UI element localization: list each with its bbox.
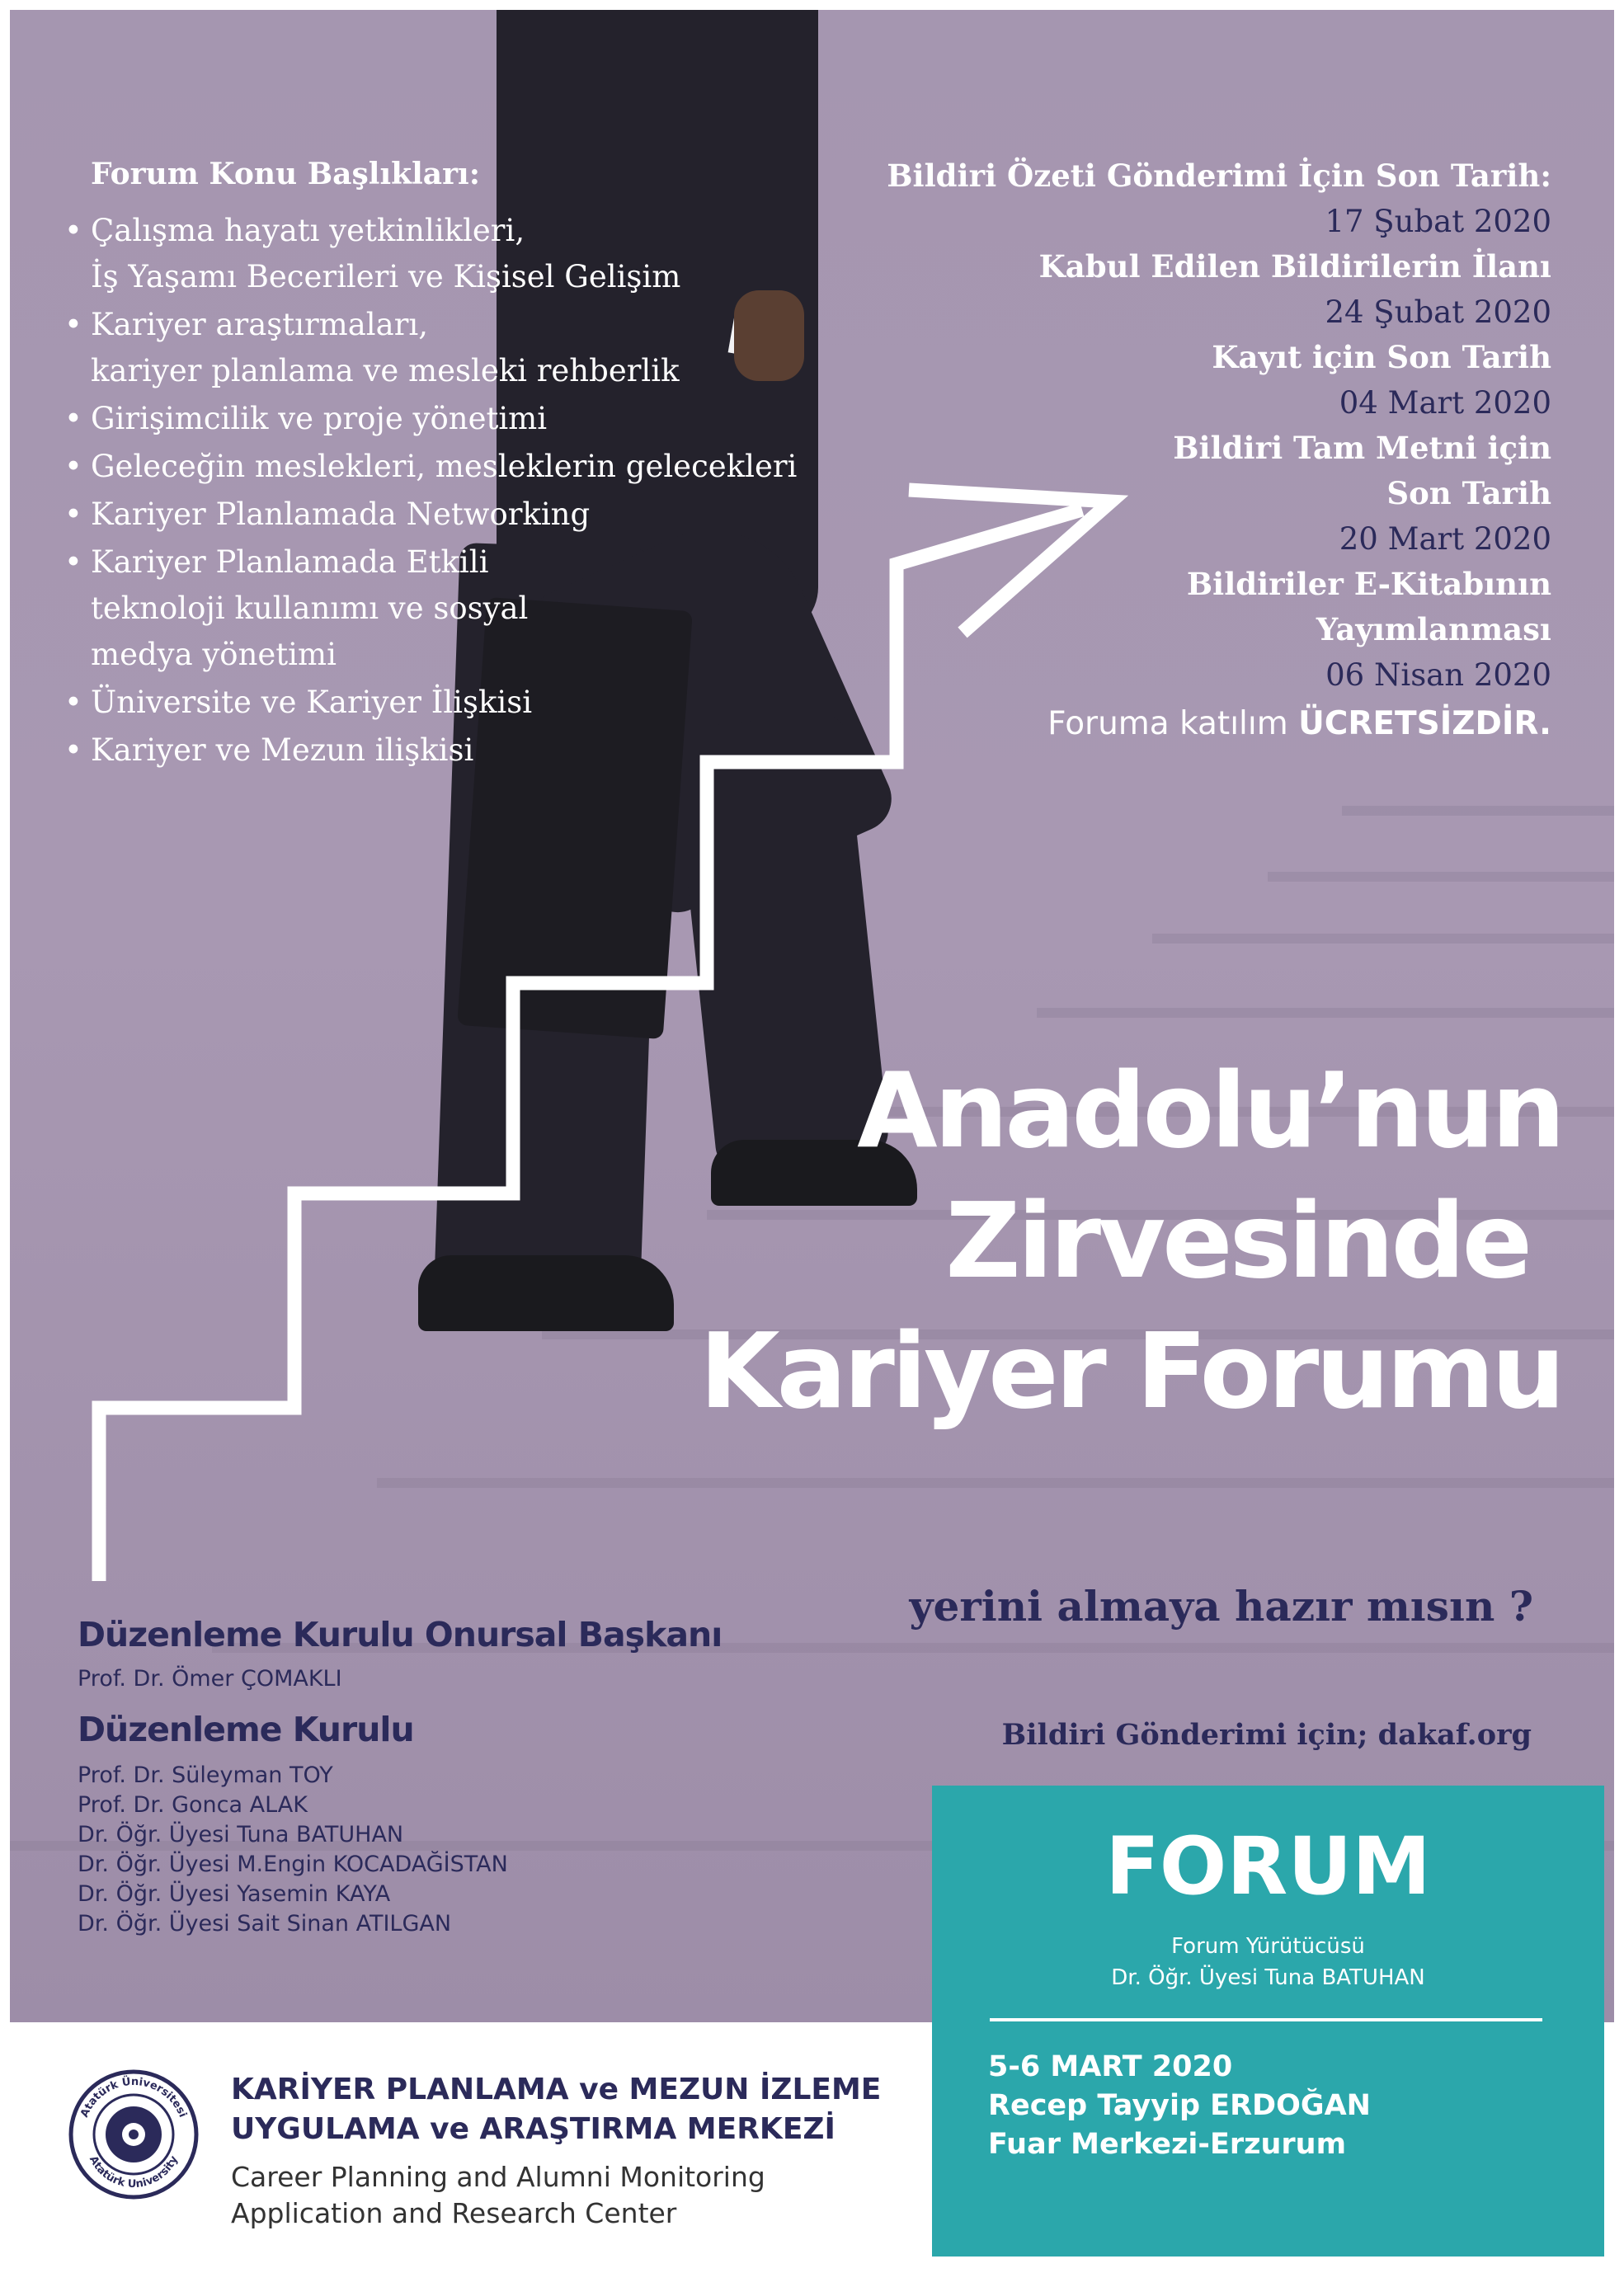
headline-line: Zirvesinde (945, 1180, 1530, 1301)
topics-list (64, 208, 889, 775)
center-name-english-line: Application and Research Center (231, 2197, 677, 2229)
event-venue: Recep Tayyip ERDOĞAN (988, 2089, 1371, 2122)
topic-item: • Kariyer Planlamada Networking (64, 492, 889, 538)
honorary-chair-name: Prof. Dr. Ömer ÇOMAKLI (78, 1666, 342, 1692)
center-name-english-line: Career Planning and Alumni Monitoring (231, 2161, 765, 2193)
forum-title: FORUM (1105, 1820, 1431, 1913)
committee-member: Dr. Öğr. Üyesi M.Engin KOCADAĞİSTAN (78, 1852, 508, 1877)
registration-title: Kayıt için Son Tarih (1212, 339, 1551, 375)
forum-info-box (932, 1786, 1604, 2257)
committee-member: Prof. Dr. Gonca ALAK (78, 1792, 308, 1818)
seal-top-text: Atatürk Üniversitesi (78, 2075, 189, 2120)
divider (990, 2018, 1542, 2021)
headline-line: Kariyer Forumu (699, 1311, 1562, 1432)
topics-title: Forum Konu Başlıkları: (91, 157, 481, 191)
headline-line: Anadolu’nun (857, 1050, 1562, 1171)
ebook-title: Bildiriler E-Kitabının (1186, 566, 1551, 602)
important-dates (809, 153, 1551, 746)
submission-link[interactable]: Bildiri Gönderimi için; dakaf.org (1001, 1718, 1532, 1752)
honorary-chair-title: Düzenleme Kurulu Onursal Başkanı (78, 1615, 723, 1654)
event-venue: Fuar Merkezi-Erzurum (988, 2128, 1347, 2161)
center-name (231, 2070, 881, 2149)
committee-members (78, 1761, 737, 1939)
event-date: 5-6 MART 2020 (988, 2050, 1233, 2083)
topic-item: • Üniversite ve Kariyer İlişkisi (64, 680, 889, 726)
accepted-date: 24 Şubat 2020 (1325, 294, 1551, 330)
fulltext-title: Son Tarih (1386, 475, 1551, 511)
tagline: yerini almaya hazır mısın ? (909, 1582, 1533, 1631)
topic-item: • Geleceğin meslekleri, mesleklerin gelecekleri (64, 444, 889, 490)
fulltext-title: Bildiri Tam Metni için (1173, 430, 1551, 466)
committee-member: Dr. Öğr. Üyesi Tuna BATUHAN (78, 1822, 404, 1847)
abstract-deadline-date: 17 Şubat 2020 (1325, 204, 1551, 239)
free-participation: Foruma katılım ÜCRETSİZDİR. (1047, 705, 1551, 742)
topic-item: • Kariyer araştırmaları, kariyer planlama ve mesleki rehberlik (64, 302, 889, 394)
headline (699, 1046, 1562, 1437)
committee-member: Prof. Dr. Süleyman TOY (78, 1762, 333, 1788)
university-seal-icon (68, 2068, 200, 2200)
center-name-line: KARİYER PLANLAMA ve MEZUN İZLEME (231, 2073, 882, 2106)
abstract-deadline-title: Bildiri Özeti Gönderimi İçin Son Tarih: (887, 158, 1551, 194)
fulltext-date: 20 Mart 2020 (1339, 521, 1551, 557)
topic-item: • Kariyer Planlamada Etkili teknoloji kullanımı ve sosyal medya yönetimi (64, 539, 889, 678)
ebook-title: Yayımlanması (1316, 611, 1551, 647)
forum-executive-label: Forum Yürütücüsü (1171, 1934, 1365, 1959)
center-name-line: UYGULAMA ve ARAŞTIRMA MERKEZİ (231, 2112, 836, 2146)
organizing-committee (78, 1615, 737, 1939)
accepted-title: Kabul Edilen Bildirilerin İlanı (1038, 248, 1551, 285)
committee-member: Dr. Öğr. Üyesi Yasemin KAYA (78, 1881, 391, 1907)
seal-bottom-text: Atatürk University (86, 2153, 181, 2191)
topic-item: • Girişimcilik ve proje yönetimi (64, 396, 889, 442)
committee-member: Dr. Öğr. Üyesi Sait Sinan ATILGAN (78, 1911, 452, 1937)
ebook-date: 06 Nisan 2020 (1325, 657, 1551, 693)
topic-item: • Çalışma hayatı yetkinlikleri, İş Yaşamı Becerileri ve Kişisel Gelişim (64, 208, 889, 300)
event-details (988, 2048, 1371, 2164)
forum-executive-name: Dr. Öğr. Üyesi Tuna BATUHAN (1111, 1965, 1425, 1990)
committee-title: Düzenleme Kurulu (78, 1710, 414, 1749)
topic-item: • Kariyer ve Mezun ilişkisi (64, 727, 889, 774)
center-name-english (231, 2159, 765, 2232)
registration-date: 04 Mart 2020 (1339, 385, 1551, 421)
